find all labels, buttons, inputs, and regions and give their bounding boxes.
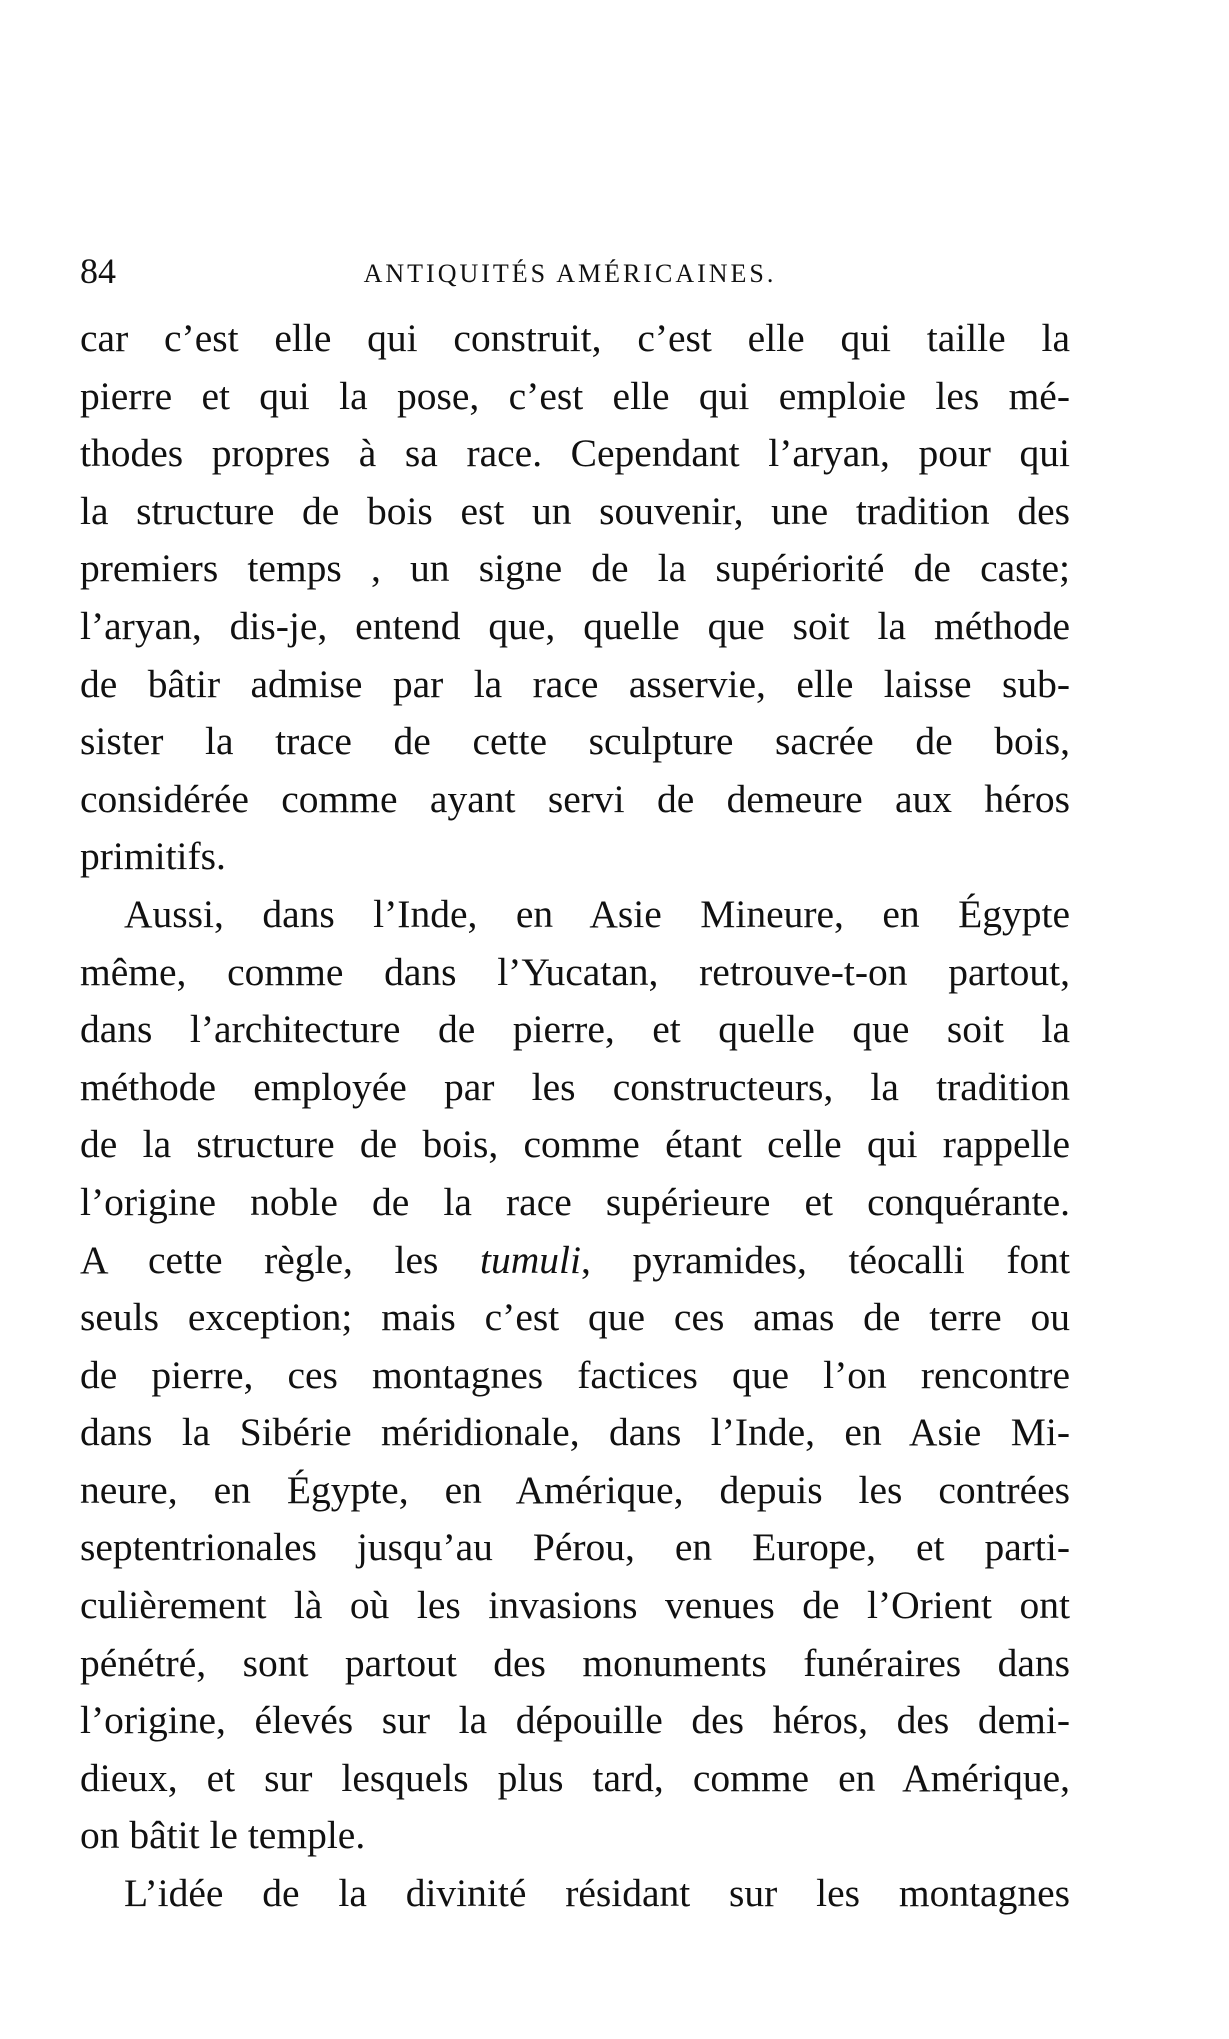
text-line: on bâtit le temple.: [80, 1813, 366, 1858]
text-line: neure, en Égypte, en Amérique, depuis les contrées: [80, 1467, 1070, 1512]
text-line: de pierre, ces montagnes factices que l’on rencontre: [80, 1352, 1070, 1397]
italic-term: tumuli: [480, 1237, 581, 1282]
text-line: primitifs.: [80, 834, 226, 879]
text-run: A cette règle, les: [80, 1237, 481, 1282]
text-line: thodes propres à sa race. Cependant l’aryan, pour qui: [80, 431, 1070, 476]
page-number: 84: [80, 251, 116, 291]
text-line: septentrionales jusqu’au Pérou, en Europe, et parti-: [80, 1525, 1070, 1570]
text-line: de la structure de bois, comme étant celle qui rappelle: [80, 1122, 1070, 1167]
text-line: dans la Sibérie méridionale, dans l’Inde, en Asie Mi-: [80, 1410, 1070, 1455]
text-line: l’origine noble de la race supérieure et conquérante.: [80, 1179, 1070, 1224]
text-line: méthode employée par les constructeurs, la tradition: [80, 1064, 1070, 1109]
text-run: , pyramides, téocalli font: [581, 1237, 1070, 1282]
text-line: seuls exception; mais c’est que ces amas de terre ou: [80, 1295, 1070, 1340]
text-line: culièrement là où les invasions venues de l’Orient ont: [80, 1583, 1070, 1628]
page-header: [80, 246, 1060, 296]
text-line: dans l’architecture de pierre, et quelle que soit la: [80, 1007, 1070, 1052]
text-line: la structure de bois est un souvenir, une tradition des: [80, 488, 1070, 533]
paragraph-start-line: L’idée de la divinité résidant sur les montagnes: [124, 1871, 1070, 1916]
text-line: considérée comme ayant servi de demeure aux héros: [80, 776, 1070, 821]
text-line: l’aryan, dis-je, entend que, quelle que soit la méthode: [80, 603, 1070, 648]
text-line: pierre et qui la pose, c’est elle qui emploie les mé-: [80, 373, 1070, 418]
paragraph-start-line: Aussi, dans l’Inde, en Asie Mineure, en Égypte: [124, 891, 1070, 936]
text-line: [80, 1232, 1070, 1290]
text-line: pénétré, sont partout des monuments funéraires dans: [80, 1640, 1070, 1685]
text-line: l’origine, élevés sur la dépouille des héros, des demi-: [80, 1698, 1070, 1743]
running-title: ANTIQUITÉS AMÉRICAINES.: [363, 259, 777, 288]
text-line: de bâtir admise par la race asservie, elle laisse sub-: [80, 661, 1070, 706]
text-line: même, comme dans l’Yucatan, retrouve-t-on partout,: [80, 949, 1070, 994]
body-text: [80, 310, 1070, 1923]
text-line: sister la trace de cette sculpture sacrée de bois,: [80, 719, 1070, 764]
text-line: premiers temps , un signe de la supériorité de caste;: [80, 546, 1070, 591]
text-line: dieux, et sur lesquels plus tard, comme en Amérique,: [80, 1755, 1070, 1800]
text-line: car c’est elle qui construit, c’est elle qui taille la: [80, 316, 1070, 360]
